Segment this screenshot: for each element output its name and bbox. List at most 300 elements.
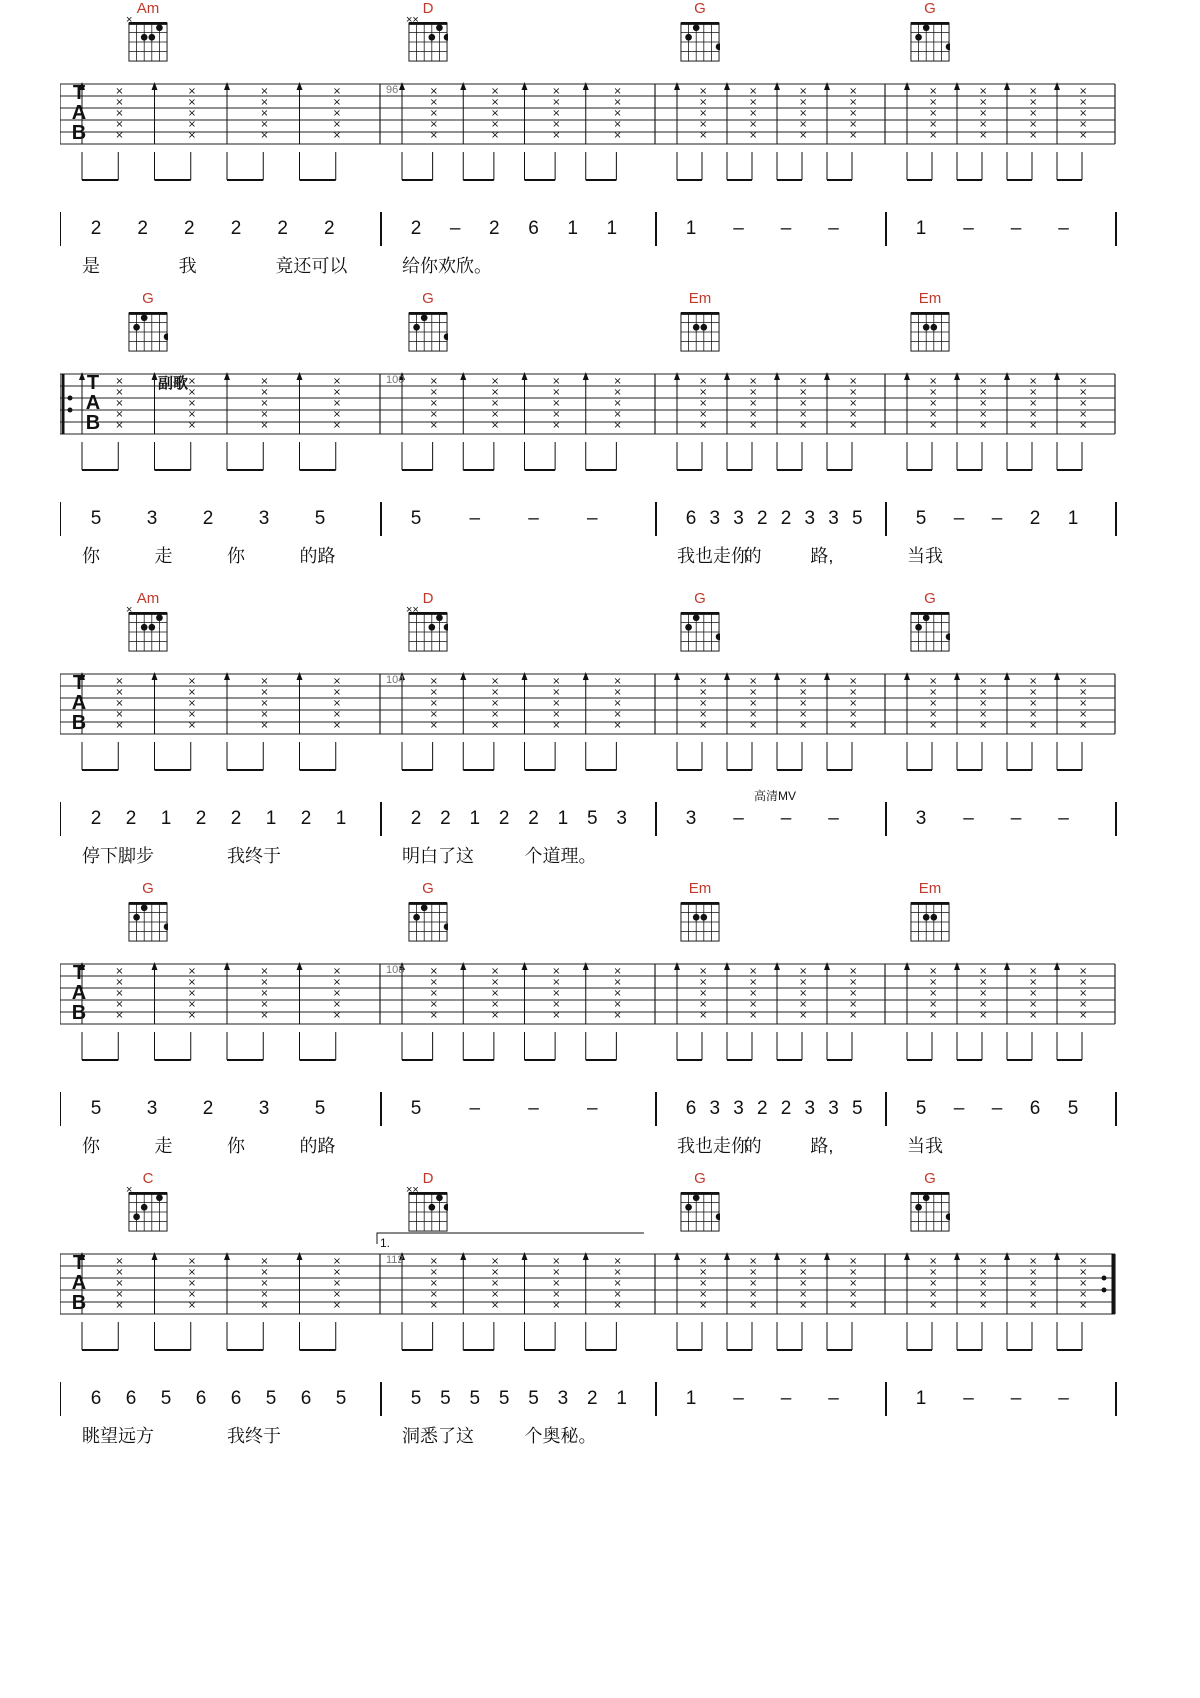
chord-name: G <box>694 590 706 607</box>
chord-name: Em <box>918 880 942 897</box>
muted-strum-x: × <box>1029 1267 1038 1278</box>
jianpu-note: 2 <box>440 808 451 829</box>
muted-strum-x: × <box>1079 1267 1088 1278</box>
strum-arrowhead <box>460 962 466 970</box>
jianpu-note: 5 <box>335 1388 347 1409</box>
muted-strum-x: × <box>260 988 269 999</box>
muted-strum-x: × <box>799 999 808 1010</box>
muted-strum-x: × <box>1029 1010 1038 1021</box>
strum-arrowhead <box>522 82 528 90</box>
muted-strum-x: × <box>929 108 938 119</box>
muted-strum-x: × <box>749 966 758 977</box>
chord-mute-marks: ×× <box>406 604 419 616</box>
muted-strum-x: × <box>799 698 808 709</box>
muted-strum-x: × <box>187 720 197 731</box>
muted-strum-x: × <box>260 1289 269 1300</box>
jianpu-note: 3 <box>828 508 839 529</box>
muted-strum-x: × <box>749 119 758 130</box>
muted-strum-x: × <box>115 86 124 97</box>
jianpu-note: 1 <box>616 1388 627 1409</box>
tab-section <box>0 880 1200 1180</box>
muted-strum-x: × <box>1029 409 1038 420</box>
jianpu-note: – <box>469 508 481 529</box>
strum-arrowhead <box>583 1252 589 1260</box>
jianpu-note: 6 <box>685 508 697 529</box>
chord-finger-dot <box>716 1213 720 1220</box>
jianpu-note: 1 <box>557 808 569 829</box>
muted-strum-x: × <box>260 1278 269 1289</box>
jianpu-note: 3 <box>733 508 744 529</box>
muted-strum-x: × <box>260 130 269 141</box>
chord-finger-dot <box>923 1194 930 1201</box>
muted-strum-x: × <box>115 1278 124 1289</box>
strum-arrowhead <box>1004 82 1010 90</box>
muted-strum-x: × <box>260 709 269 720</box>
muted-strum-x: × <box>332 1256 342 1267</box>
tab-letter: B <box>71 1002 87 1024</box>
chord-finger-dot <box>436 614 443 621</box>
chord-finger-dot <box>693 614 700 621</box>
strum-arrowhead <box>904 962 910 970</box>
muted-strum-x: × <box>187 988 197 999</box>
muted-strum-x: × <box>799 86 808 97</box>
muted-strum-x: × <box>1079 709 1088 720</box>
jianpu-note: 5 <box>90 1098 102 1119</box>
jianpu-note: 5 <box>90 508 102 529</box>
muted-strum-x: × <box>979 1010 988 1021</box>
muted-strum-x: × <box>699 1278 708 1289</box>
muted-strum-x: × <box>260 687 269 698</box>
muted-strum-x: × <box>929 387 938 398</box>
muted-strum-x: × <box>332 86 342 97</box>
jianpu-note: – <box>953 508 965 529</box>
chord-finger-dot <box>413 324 420 331</box>
strum-arrowhead <box>954 82 960 90</box>
measure-barline <box>380 802 382 836</box>
chord-finger-dot <box>693 1194 700 1201</box>
chord-finger-dot <box>923 324 930 331</box>
jianpu-note: 2 <box>756 508 768 529</box>
tab-section <box>0 1170 1200 1470</box>
chord-finger-dot <box>693 24 700 31</box>
strum-arrowhead <box>1054 672 1060 680</box>
chord-finger-dot <box>700 914 707 921</box>
muted-strum-x: × <box>799 409 808 420</box>
muted-strum-x: × <box>552 977 561 988</box>
muted-strum-x: × <box>749 130 758 141</box>
lyric-text: 给你欢欣。 <box>402 256 492 276</box>
muted-strum-x: × <box>749 1267 758 1278</box>
muted-strum-x: × <box>699 119 708 130</box>
strum-arrowhead <box>824 962 830 970</box>
jianpu-note: 2 <box>498 808 510 829</box>
strum-arrowhead <box>297 672 303 680</box>
muted-strum-x: × <box>979 999 988 1010</box>
muted-strum-x: × <box>429 966 439 977</box>
muted-strum-x: × <box>332 1267 342 1278</box>
muted-strum-x: × <box>613 420 622 431</box>
muted-strum-x: × <box>115 1256 124 1267</box>
chord-diagram <box>128 1192 168 1232</box>
muted-strum-x: × <box>929 130 938 141</box>
muted-strum-x: × <box>490 988 500 999</box>
muted-strum-x: × <box>187 698 197 709</box>
chord-name: G <box>142 880 154 897</box>
muted-strum-x: × <box>749 709 758 720</box>
muted-strum-x: × <box>332 698 342 709</box>
jianpu-note: 2 <box>230 218 242 239</box>
muted-strum-x: × <box>1079 676 1088 687</box>
jianpu-note: – <box>1010 1388 1022 1409</box>
lyric-text: 是 <box>82 256 100 276</box>
muted-strum-x: × <box>115 409 124 420</box>
muted-strum-x: × <box>699 409 708 420</box>
bar-number: 108 <box>386 964 405 976</box>
chord-name: D <box>422 1170 434 1187</box>
jianpu-note: 2 <box>780 1098 792 1119</box>
muted-strum-x: × <box>260 119 269 130</box>
chord-diagram <box>128 612 168 652</box>
muted-strum-x: × <box>849 676 858 687</box>
chord-finger-dot <box>716 43 720 50</box>
muted-strum-x: × <box>115 1289 124 1300</box>
muted-strum-x: × <box>429 86 439 97</box>
muted-strum-x: × <box>979 130 988 141</box>
muted-strum-x: × <box>332 97 342 108</box>
muted-strum-x: × <box>115 999 124 1010</box>
muted-strum-x: × <box>332 1289 342 1300</box>
muted-strum-x: × <box>929 988 938 999</box>
lyric-text: 个奥秘。 <box>524 1426 597 1446</box>
muted-strum-x: × <box>552 398 561 409</box>
muted-strum-x: × <box>1029 988 1038 999</box>
jianpu-note: 2 <box>528 808 539 829</box>
strum-arrowhead <box>954 672 960 680</box>
strum-arrowhead <box>724 962 730 970</box>
chord-name: D <box>422 0 434 17</box>
muted-strum-x: × <box>115 698 124 709</box>
muted-strum-x: × <box>1079 1256 1088 1267</box>
chord-diagram <box>128 22 168 62</box>
chord-finger-dot <box>133 914 140 921</box>
muted-strum-x: × <box>429 409 439 420</box>
jianpu-note: – <box>780 218 792 239</box>
jianpu-note: 6 <box>1029 1098 1041 1119</box>
chord-finger-dot <box>133 324 140 331</box>
chord-name: Em <box>688 880 712 897</box>
jianpu-note: 6 <box>685 1098 697 1119</box>
strum-arrowhead <box>522 1252 528 1260</box>
jianpu-note: 1 <box>469 808 481 829</box>
muted-strum-x: × <box>490 709 500 720</box>
strum-arrowhead <box>724 672 730 680</box>
jianpu-note: 1 <box>160 808 172 829</box>
muted-strum-x: × <box>979 376 988 387</box>
muted-strum-x: × <box>699 376 708 387</box>
muted-strum-x: × <box>260 376 269 387</box>
muted-strum-x: × <box>332 720 342 731</box>
chord-finger-dot <box>946 633 950 640</box>
muted-strum-x: × <box>699 977 708 988</box>
jianpu-note: 3 <box>828 1098 839 1119</box>
muted-strum-x: × <box>552 698 561 709</box>
muted-strum-x: × <box>979 398 988 409</box>
muted-strum-x: × <box>1029 1256 1038 1267</box>
chord-finger-dot <box>915 624 922 631</box>
chord-diagram <box>910 1192 950 1232</box>
muted-strum-x: × <box>490 130 500 141</box>
muted-strum-x: × <box>1079 1289 1088 1300</box>
chord-finger-dot <box>946 43 950 50</box>
bar-number: 96 <box>386 84 399 96</box>
muted-strum-x: × <box>699 97 708 108</box>
muted-strum-x: × <box>749 398 758 409</box>
muted-strum-x: × <box>979 988 988 999</box>
muted-strum-x: × <box>115 420 124 431</box>
muted-strum-x: × <box>699 1289 708 1300</box>
muted-strum-x: × <box>187 119 197 130</box>
tab-letter: B <box>71 1292 87 1314</box>
muted-strum-x: × <box>115 130 124 141</box>
muted-strum-x: × <box>849 999 858 1010</box>
jianpu-note: – <box>828 808 839 829</box>
tab-letter: B <box>85 412 101 434</box>
measure-barline <box>60 1382 61 1416</box>
tab-staff <box>60 370 1120 480</box>
muted-strum-x: × <box>332 1278 342 1289</box>
muted-strum-x: × <box>490 1300 500 1311</box>
muted-strum-x: × <box>1079 1300 1088 1311</box>
tab-staff <box>60 670 1120 780</box>
chord-finger-dot <box>156 614 163 621</box>
jianpu-note: 1 <box>567 218 578 239</box>
muted-strum-x: × <box>490 999 500 1010</box>
jianpu-note: – <box>1010 218 1022 239</box>
jianpu-note: – <box>733 1388 744 1409</box>
muted-strum-x: × <box>613 376 622 387</box>
muted-strum-x: × <box>332 1300 342 1311</box>
muted-strum-x: × <box>799 108 808 119</box>
jianpu-note: 3 <box>258 508 270 529</box>
strum-arrowhead <box>724 82 730 90</box>
muted-strum-x: × <box>552 108 561 119</box>
measure-barline <box>60 212 61 246</box>
muted-strum-x: × <box>699 999 708 1010</box>
measure-barline <box>380 502 382 536</box>
muted-strum-x: × <box>187 130 197 141</box>
jianpu-note: 6 <box>300 1388 312 1409</box>
jianpu-note: 1 <box>915 1388 927 1409</box>
chord-finger-dot <box>156 1194 163 1201</box>
muted-strum-x: × <box>849 387 858 398</box>
tab-letter: A <box>71 102 87 124</box>
measure-barline <box>1115 502 1117 536</box>
measure-barline <box>655 502 657 536</box>
muted-strum-x: × <box>332 676 342 687</box>
chord-name: G <box>142 290 154 307</box>
strum-arrowhead <box>583 82 589 90</box>
chord-finger-dot <box>421 314 428 321</box>
strum-arrowhead <box>774 962 780 970</box>
muted-strum-x: × <box>332 977 342 988</box>
tab-letter: B <box>71 712 87 734</box>
muted-strum-x: × <box>849 687 858 698</box>
muted-strum-x: × <box>429 1278 439 1289</box>
muted-strum-x: × <box>613 966 622 977</box>
muted-strum-x: × <box>552 409 561 420</box>
strum-arrowhead <box>297 372 303 380</box>
jianpu-note: – <box>586 508 598 529</box>
strum-arrowhead <box>674 372 680 380</box>
chord-name: G <box>422 290 434 307</box>
muted-strum-x: × <box>429 687 439 698</box>
muted-strum-x: × <box>613 988 622 999</box>
lyric-text: 的 <box>743 1136 762 1156</box>
muted-strum-x: × <box>490 108 500 119</box>
muted-strum-x: × <box>979 977 988 988</box>
bar-number: 100 <box>386 374 405 386</box>
chord-diagram <box>910 22 950 62</box>
muted-strum-x: × <box>552 966 561 977</box>
chord-name: G <box>694 0 706 17</box>
muted-strum-x: × <box>1029 130 1038 141</box>
muted-strum-x: × <box>260 97 269 108</box>
muted-strum-x: × <box>187 709 197 720</box>
muted-strum-x: × <box>187 1278 197 1289</box>
muted-strum-x: × <box>849 1278 858 1289</box>
muted-strum-x: × <box>260 966 269 977</box>
jianpu-note: 2 <box>277 218 288 239</box>
muted-strum-x: × <box>613 387 622 398</box>
chord-name: G <box>924 1170 936 1187</box>
muted-strum-x: × <box>699 420 708 431</box>
muted-strum-x: × <box>699 1267 708 1278</box>
muted-strum-x: × <box>929 1256 938 1267</box>
lyric-text: 的 <box>743 546 762 566</box>
muted-strum-x: × <box>749 1010 758 1021</box>
repeat-dot <box>68 396 73 401</box>
muted-strum-x: × <box>1079 1010 1088 1021</box>
chord-mute-marks: × <box>126 604 133 616</box>
lyric-text: 洞悉了这 <box>402 1426 474 1446</box>
muted-strum-x: × <box>115 398 124 409</box>
tab-letter: T <box>86 372 100 394</box>
chord-diagram <box>128 312 168 352</box>
chord-diagram <box>910 902 950 942</box>
muted-strum-x: × <box>1029 999 1038 1010</box>
chord-finger-dot <box>693 324 700 331</box>
muted-strum-x: × <box>490 387 500 398</box>
muted-strum-x: × <box>799 1300 808 1311</box>
measure-barline <box>60 1092 61 1126</box>
muted-strum-x: × <box>332 687 342 698</box>
tab-letter: T <box>72 82 86 104</box>
muted-strum-x: × <box>929 999 938 1010</box>
measure-barline <box>60 502 61 536</box>
muted-strum-x: × <box>332 988 342 999</box>
muted-strum-x: × <box>613 119 622 130</box>
muted-strum-x: × <box>799 676 808 687</box>
jianpu-note: – <box>1058 1388 1069 1409</box>
muted-strum-x: × <box>429 1300 439 1311</box>
jianpu-note: 2 <box>202 508 214 529</box>
muted-strum-x: × <box>115 376 124 387</box>
muted-strum-x: × <box>749 86 758 97</box>
lyric-text: 我也走你 <box>677 1136 749 1156</box>
muted-strum-x: × <box>429 999 439 1010</box>
jianpu-note: 3 <box>804 508 816 529</box>
muted-strum-x: × <box>552 420 561 431</box>
muted-strum-x: × <box>332 1010 342 1021</box>
muted-strum-x: × <box>1029 720 1038 731</box>
lyric-text: 走 <box>154 546 173 566</box>
jianpu-note: 2 <box>230 808 242 829</box>
chord-finger-dot <box>133 1213 140 1220</box>
muted-strum-x: × <box>849 86 858 97</box>
muted-strum-x: × <box>979 1289 988 1300</box>
tab-section <box>0 590 1200 890</box>
jianpu-note: 1 <box>265 808 277 829</box>
muted-strum-x: × <box>429 1256 439 1267</box>
muted-strum-x: × <box>749 687 758 698</box>
strum-arrowhead <box>522 962 528 970</box>
muted-strum-x: × <box>749 420 758 431</box>
muted-strum-x: × <box>1029 1289 1038 1300</box>
jianpu-note: 5 <box>440 1388 451 1409</box>
chord-finger-dot <box>141 314 148 321</box>
muted-strum-x: × <box>749 676 758 687</box>
lyric-text: 当我 <box>907 1136 943 1156</box>
chord-finger-dot <box>716 633 720 640</box>
chord-finger-dot <box>930 914 937 921</box>
strum-arrowhead <box>674 672 680 680</box>
jianpu-note: 2 <box>125 808 137 829</box>
muted-strum-x: × <box>332 108 342 119</box>
muted-strum-x: × <box>429 376 439 387</box>
lyric-text: 走 <box>154 1136 173 1156</box>
jianpu-note: 5 <box>410 1388 422 1409</box>
muted-strum-x: × <box>429 97 439 108</box>
muted-strum-x: × <box>929 119 938 130</box>
muted-strum-x: × <box>849 420 858 431</box>
muted-strum-x: × <box>260 720 269 731</box>
muted-strum-x: × <box>849 1010 858 1021</box>
muted-strum-x: × <box>799 1289 808 1300</box>
strum-arrowhead <box>297 1252 303 1260</box>
muted-strum-x: × <box>929 1289 938 1300</box>
muted-strum-x: × <box>799 1278 808 1289</box>
muted-strum-x: × <box>799 709 808 720</box>
muted-strum-x: × <box>613 720 622 731</box>
strum-arrowhead <box>224 1252 230 1260</box>
muted-strum-x: × <box>929 720 938 731</box>
muted-strum-x: × <box>490 376 500 387</box>
muted-strum-x: × <box>490 1010 500 1021</box>
muted-strum-x: × <box>613 698 622 709</box>
muted-strum-x: × <box>260 86 269 97</box>
jianpu-note: – <box>1058 808 1069 829</box>
jianpu-note: 5 <box>1067 1098 1079 1119</box>
chord-finger-dot <box>946 1213 950 1220</box>
jianpu-note: 3 <box>915 808 927 829</box>
jianpu-note: – <box>469 1098 481 1119</box>
lyric-text: 路, <box>810 1136 834 1156</box>
muted-strum-x: × <box>799 130 808 141</box>
muted-strum-x: × <box>929 709 938 720</box>
strum-arrowhead <box>824 82 830 90</box>
jianpu-note: 5 <box>528 1388 539 1409</box>
jianpu-note: 2 <box>300 808 312 829</box>
